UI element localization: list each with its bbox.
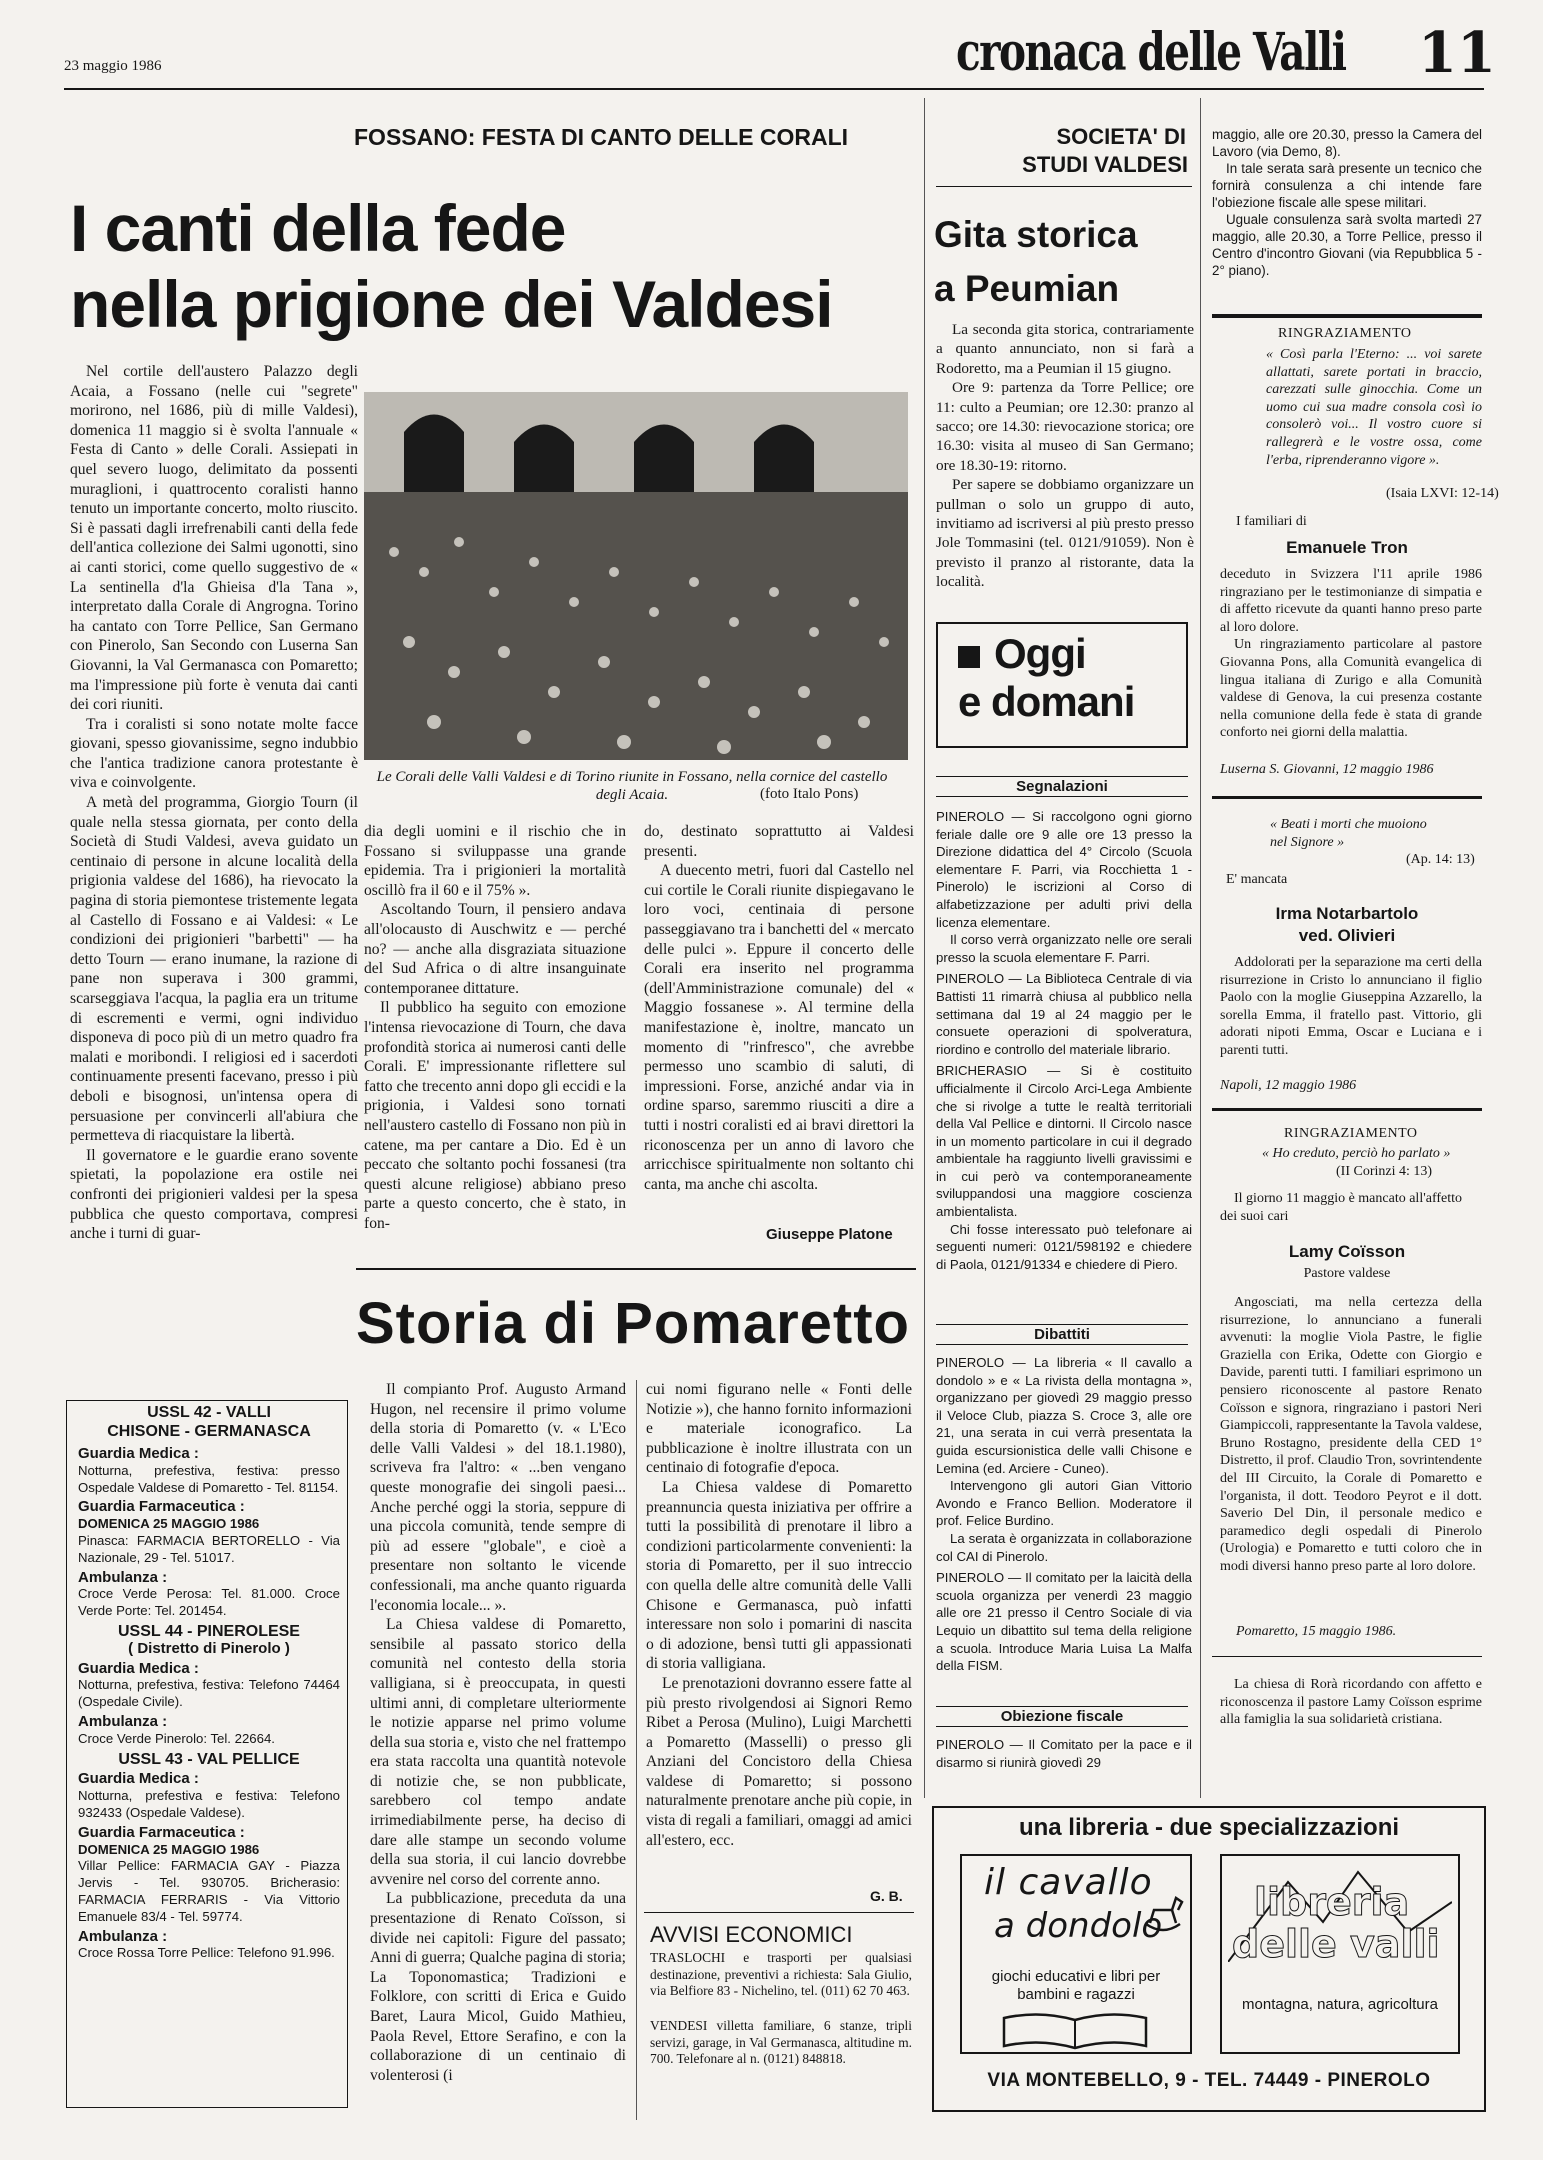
obituary-place-date: Pomaretto, 15 maggio 1986. — [1236, 1624, 1397, 1639]
gita-body — [936, 320, 1194, 592]
gita-paragraph: Per sapere se dobbiamo organizzare un pullman o solo un gruppo di auto, invitiamo ad iscriversi al più presto presso Jole Tommasini (tel. 0121/91059). Non è previsto il pranzo al ristorante, data la località. — [936, 476, 1194, 591]
obiezione-heading: Obiezione fiscale — [936, 1706, 1188, 1727]
mancata-text: E' mancata — [1226, 872, 1288, 887]
lead-paragraph: A duecento metri, fuori dal Castello nel cui cortile le Corali riunite dispiegavano le loro voci, centinaia di persone passeggiavano tra i banchetti del « mercato delle pulci ». Eppure il concerto delle Corali era inserito nel programma (dell'Amministrazione comunale) del « Maggio fossanese ». Al termine della manifestazione è, inoltre, mancato un momento di "rinfresco", che avrebbe permesso uno scambio di saluti, di impressioni. Forse, anziché andar via in ordine sparso, saremmo riusciti a dire a tutti i nostri coralisti ed ai bravi direttori la riconoscenza per un anno di lavoro che arricchisce spiritualmente non soltanto chi canta, ma anche chi ascolta. — [644, 862, 914, 1193]
deceased-name: Irma Notarbartolo — [1275, 904, 1419, 923]
ussl-label: Ambulanza : — [78, 1712, 168, 1730]
pomaretto-paragraph: La Chiesa valdese di Pomaretto preannuncia questa iniziativa per offrire a tutti la possibilità di prenotare il libro a condizioni particolarmente convenienti: la storia di Pomaretto, per il suo intreccio con quella delle altre comunità delle Valli Chisone e Germanasca, può infatti interessare non solo i pomarini di nascita o di adozione, bensì tutti gli appassionati di storia valligiana. — [646, 1478, 912, 1673]
obituary-text: Angosciati, ma nella certezza della risurrezione, lo annunciano a funerali avvenuti: la moglie Viola Pastre, le figlie Graziella con Erika, Odette con Giorgio e Davide, parenti tutti. I familiari esprimono un pensiero riconoscente al pastore Renato Coïsson e signora, ringraziano i pastori Neri Giampiccoli, rappresentante la Tavola valdese, Bruno Rostagno, presidente della CED 1° Distretto, il prof. Claudio Tron, sovrintendente del III Circuito, la Corale di Pomaretto e l'organista, il dott. Teodoro Peyrot e il dott. Saverio Del Din, il personale medico e paramedico degli ospedali di Pinerolo (Urologia) e Pomaretto e tutti coloro che in modi diversi hanno preso parte al loro dolore. — [1220, 1295, 1482, 1574]
square-icon — [958, 646, 980, 668]
lead-column-1 — [70, 362, 358, 1380]
cavallo-logo-text: il cavallo — [984, 1862, 1153, 1903]
dibattiti-heading: Dibattiti — [936, 1324, 1188, 1345]
column-divider — [924, 98, 925, 1798]
dibattito-item: PINEROLO — La libreria « Il cavallo a dondolo » e « La rivista della montagna », organizzano per giovedì 29 maggio presso il Veloce Club, piazza S. Croce 3, alle ore 21, una serata in cui verrà presentata la guida escursionistica delle valli Chisone e Lemina (ed. Arciere - Cuneo). — [936, 1355, 1192, 1476]
ussl-label: Ambulanza : — [78, 1927, 168, 1945]
avvisi-title: AVVISI ECONOMICI — [650, 1922, 853, 1947]
lead-headline-1: I canti della fede — [70, 191, 566, 265]
ussl-text: Notturna, prefestiva, festiva: presso Ospedale Valdese di Pomaretto - Tel. 81154. — [78, 1462, 340, 1495]
date-line: 23 maggio 1986 — [64, 58, 162, 74]
dibattito-item: La serata è organizzata in collaborazione col CAI di Pinerolo. — [936, 1530, 1192, 1564]
ussl-text: Notturna, prefestiva e festiva: Telefono 932433 (Ospedale Valdese). — [78, 1788, 340, 1820]
obituary-place-date: Napoli, 12 maggio 1986 — [1220, 1078, 1357, 1093]
pomaretto-column-2 — [646, 1380, 912, 1850]
gita-headline-1: Gita storica — [934, 214, 1138, 255]
pomaretto-paragraph: cui nomi figurano nelle « Fonti delle Notizie »), che hanno fornito informazioni e materiale iconografico. La pubblicazione è inoltre illustrata con un centinaio di fotografie d'epoca. — [646, 1381, 912, 1477]
lead-column-2 — [364, 822, 626, 1233]
dibattiti-text — [936, 1354, 1192, 1675]
lead-paragraph: do, destinato soprattutto ai Valdesi presenti. — [644, 823, 914, 860]
bible-reference: (II Corinzi 4: 13) — [1336, 1164, 1433, 1179]
familiari-text: I familiari di — [1236, 514, 1307, 529]
dibattito-item: Intervengono gli autori Gian Vittorio Avondo e Franco Bellion. Moderatore il prof. Felice Burdino. — [936, 1478, 1192, 1529]
lead-kicker: FOSSANO: FESTA DI CANTO DELLE CORALI — [354, 124, 849, 150]
ad-footer: VIA MONTEBELLO, 9 - TEL. 74449 - PINEROLO — [987, 2070, 1431, 2091]
ussl-text: Pinasca: FARMACIA BERTORELLO - Via Nazionale, 29 - Tel. 51017. — [78, 1532, 340, 1565]
obituary-text: La chiesa di Rorà ricordando con affetto e riconoscenza il pastore Lamy Coïsson esprime alla famiglia la sua solidarietà cristiana. — [1220, 1677, 1482, 1728]
segnalazione-item: BRICHERASIO — Si è costituito ufficialmente il Circolo Arci-Lega Ambiente che si rivolge a tutte le realtà territoriali della Val Pellice e dintorni. Il Circolo nasce in un momento particolare in cui il degrado ambientale ha raggiunto livelli gravissimi e in cui però va contemporaneamente sviluppandosi una maggiore coscienza ambientalista. — [936, 1063, 1192, 1220]
pomaretto-paragraph: Le prenotazioni dovranno essere fatte al più presto rivolgendosi ai Signori Remo Ribet a Perosa (Mulino), Luigi Marchetti a Pomaretto (Masselli) o presso gli Anziani del Concistoro della Chiesa valdese di Pomaretto; si possono naturalmente prenotare anche più copie, in vista di regali a familiari, omaggi ad amici all'estero, ecc. — [646, 1674, 912, 1849]
oggi-title-1: Oggi — [994, 630, 1086, 677]
ringraziamento-heading: RINGRAZIAMENTO — [1278, 326, 1412, 341]
right-rule — [1212, 314, 1482, 318]
lead-paragraph: Il governatore e le guardie erano sovente spietati, la popolazione era ostile nei confronti dei prigionieri valdesi per la spesa pubblica che questo comportava, compresi anche i turni di guar- — [70, 1146, 358, 1243]
gita-kicker-1: SOCIETA' DI — [1056, 124, 1186, 149]
ussl-text: Villar Pellice: FARMACIA GAY - Piazza Jervis - Tel. 930705. Bricherasio: FARMACIA FERRARIS - Via Vittorio Emanuele 83/4 - Tel. 59774. — [78, 1858, 340, 1924]
pomaretto-signature: G. B. — [870, 1888, 903, 1904]
deceased-name: Emanuele Tron — [1286, 538, 1408, 557]
photo-caption: Le Corali delle Valli Valdesi e di Torino riunite in Fossano, nella cornice del castello degli Acaia. — [376, 769, 888, 803]
pomaretto-paragraph: La Chiesa valdese di Pomaretto, sensibile al passato storico della comunità nel contesto della storia valligiana, si è preoccupata, in questi ultimi anni, di completare ulteriormente le notizie apparse nel primo volume della sua storia e, visto che nel frattempo era stata raccolta una quantità notevole di notizie che, se non pubblicate, sarebbero col tempo andate irrimediabilmente perse, ha deciso di dare alle stampe un secondo volume della sua storia, il cui lancio dovrebbe avvenire nel corso del corrente anno. — [370, 1616, 626, 1888]
lead-paragraph: Tra i coralisti si sono notate molte facce giovani, spesso giovanissime, segno indubbio che l'antica tradizione canora protestante è viva e coinvolgente. — [70, 715, 358, 792]
deceased-name: Lamy Coïsson — [1288, 1242, 1406, 1261]
dibattito-item: PINEROLO — Il comitato per la laicità della scuola organizza per venerdì 23 maggio alle ore 21 presso il Centro Sociale di via Lequio un dibattito sul tema della religione a scuola. Introduce Maria Luisa La Malfa della FISM. — [936, 1570, 1192, 1674]
ussl-label: Guardia Farmaceutica : — [78, 1498, 245, 1516]
cavallo-subtitle: giochi educativi e libri per bambini e ragazzi — [991, 1968, 1161, 2003]
ussl-content — [78, 1404, 340, 1962]
obiezione-text: PINEROLO — Il Comitato per la pace e il disarmo si riunirà giovedì 29 — [936, 1737, 1192, 1770]
ussl-43-heading: USSL 43 - VAL PELLICE — [118, 1750, 300, 1768]
pomaretto-paragraph: La pubblicazione, preceduta da una presentazione di Renato Coïsson, si divide nei capitoli: Figure del passato; Anni di guerra; Qualche pagina di storia; La Toponomastica; Tradizioni e Folklore, con scritti di Erica e Guido Baret, Laura Micol, Guido Mathieu, Paola Revel, Ettore Serafino, e con la collaborazione di un centinaio di volenterosi (i — [370, 1890, 626, 2084]
lead-headline-2: nella prigione dei Valdesi — [70, 267, 833, 341]
deceased-name: ved. Olivieri — [1298, 926, 1396, 945]
right-rule — [1212, 796, 1482, 799]
libreria-logo-text: delle valli — [1232, 1922, 1440, 1966]
segnalazione-item: Il corso verrà organizzato nelle ore serali presso la scuola elementare F. Parri. — [936, 932, 1192, 965]
masthead-rule — [64, 88, 1484, 90]
page-number: 11 — [1418, 20, 1496, 86]
ussl-label: Ambulanza : — [78, 1568, 168, 1586]
avvisi-ad-2: VENDESI villetta familiare, 6 stanze, tripli servizi, garage, in Val Germanasca, altitudine m. 700. Telefonare al n. (0121) 848818. — [650, 2018, 912, 2067]
ussl-44-subheading: ( Distretto di Pinerolo ) — [128, 1639, 290, 1657]
lead-paragraph: A metà del programma, Giorgio Tourn (il quale nella stessa giornata, per conto della Società di Studi Valdesi, aveva guidato un centinaio di persone in alcune località della prigionia valdese del 1686), ha rievocato la pagina di storia piemontese tristemente legata al Castello di Fossano e ai Valdesi: « Le condizioni dei prigionieri "barbetti" — ha detto Tourn — erano inumane, la razione di pane non superava i 300 grammi, scarseggiava l'acqua, la paglia era un tritume di escrementi e vermi, ogni individuo disponeva di poco più di un metro quadro fra malati e moribondi. I religiosi ed i sacerdoti continuamente presenti facevano, presso i più deboli e bisognosi, un'intensa opera di persuasione per convincerli all'abiura che permetteva di riacquistare la libertà. — [70, 794, 358, 1145]
ussl-label: Guardia Farmaceutica : — [78, 1823, 245, 1841]
bible-quote: « Ho creduto, perciò ho parlato » — [1262, 1146, 1451, 1161]
obituary-text: Addolorati per la separazione ma certi della risurrezione in Cristo lo annunciano il figlio Paolo con la moglie Giuseppina Azzarello, la sorella Emma, il fratello past. Vittorio, gli adorati nipoti Emma, Oscar e Luciana e i parenti tutti. — [1220, 955, 1482, 1058]
deceased-title: Pastore valdese — [1303, 1266, 1391, 1281]
pomaretto-top-rule — [356, 1268, 916, 1270]
lead-paragraph: dia degli uomini e il rischio che in Fossano si sviluppasse una grande epidemia. Tra i prigionieri la mortalità oscillò fra il 60 e il 75% ». — [364, 823, 626, 899]
obiezione-continued — [1212, 126, 1482, 279]
ussl-label: Guardia Medica : — [78, 1445, 199, 1462]
bible-reference: (Isaia LXVI: 12-14) — [1386, 486, 1499, 501]
open-book-icon — [1000, 2010, 1150, 2055]
bible-quote: « Beati i morti che muoiono nel Signore » — [1270, 817, 1427, 850]
ringraziamento-heading: RINGRAZIAMENTO — [1284, 1126, 1418, 1141]
right-text: Uguale consulenza sarà svolta martedì 27 maggio, alle 20.30, a Torre Pellice, presso il Centro d'incontro Giovani (via Repubblica 5 - 2° piano). — [1212, 212, 1482, 278]
column-divider — [636, 1380, 637, 2120]
obituary-place-date: Luserna S. Giovanni, 12 maggio 1986 — [1220, 762, 1434, 777]
rocking-horse-icon — [1140, 1890, 1186, 1941]
avvisi-top-rule — [644, 1912, 914, 1913]
gita-rule — [936, 186, 1192, 187]
segnalazioni-heading: Segnalazioni — [936, 776, 1188, 797]
ussl-text: DOMENICA 25 MAGGIO 1986 — [78, 1841, 260, 1857]
ussl-text: DOMENICA 25 MAGGIO 1986 — [78, 1516, 260, 1532]
lead-column-3 — [644, 822, 914, 1194]
lead-paragraph: Il pubblico ha seguito con emozione l'intensa rievocazione di Tourn, che dava profondità storica ai numerosi canti delle Corali. E' impressionante riflettere sul fatto che trecento anni dopo gli eccidi e la prigionia, i Valdesi sono tornati nell'austero castello di Fossano non più in catene, ma per cantare a Dio. Ed è un peccato che soltanto pochi fossanesi (tra questi alcune religiose) abbiano preso parte a questo concerto, che è stato, in fon- — [364, 999, 626, 1232]
gita-headline-2: a Peumian — [934, 268, 1120, 309]
ussl-label: Guardia Medica : — [78, 1659, 199, 1677]
pomaretto-headline: Storia di Pomaretto — [356, 1291, 910, 1356]
pomaretto-column-1 — [370, 1380, 626, 2085]
ussl-42-subheading: CHISONE - GERMANASCA — [107, 1423, 311, 1440]
libreria-subtitle: montagna, natura, agricoltura — [1242, 1996, 1438, 2013]
ussl-label: Guardia Medica : — [78, 1770, 199, 1788]
ussl-42-heading: USSL 42 - VALLI — [147, 1404, 271, 1421]
segnalazione-item: PINEROLO — Si raccolgono ogni giorno feriale dalle ore 9 alle ore 13 presso la Direzione didattica del 4° Circolo (Scuola elementare F. Parri, via Rocchietta 1 - Pinerolo) le iscrizioni al Corso di alfabetizzazione per adulti privi della licenza elementare. — [936, 809, 1192, 930]
bible-quote: « Così parla l'Eterno: ... voi sarete allattati, sarete portati in braccio, carezzati sulle ginocchia. Come un uomo cui sua madre consola così io consolerò voi... Il vostro cuore si rallegrerà e le vostre ossa, come l'erba, riprenderanno vigore ». — [1266, 347, 1482, 468]
choir-photo — [364, 392, 908, 760]
masthead-title: cronaca delle Valli — [956, 22, 1346, 83]
right-text: In tale serata sarà presente un tecnico che fornirà consulenza a chi intende fare l'obiezione fiscale alle spese militari. — [1212, 161, 1482, 210]
obituary-paragraph: Un ringraziamento particolare al pastore Giovanna Pons, alla Comunità evangelica di lingua italiana di Zurigo e alla Comunità valdese di Genova, la cui presenza costante nella comunione della fede è stata di grande conforto nei giorni della malattia. — [1220, 637, 1482, 741]
gita-kicker-2: STUDI VALDESI — [1022, 152, 1188, 177]
lead-paragraph: Nel cortile dell'austero Palazzo degli Acaia, a Fossano (nelle cui "segrete" morirono, nel 1686, più di mille Valdesi), domenica 11 maggio si è svolta l'annuale « Festa di Canto » delle Corali. Assiepati in quel severo luogo, delimitato da possenti muraglioni, i quattrocento coralisti hanno tenuto un importante concerto, molto riuscito. Si è passati dagli irrefrenabili canti della fede dell'antica collezione dei Salmi ugonotti, sino ai canti storici, come quello suggestivo de « La sentinella d'la Ghieisa d'la Tana », interpretato dalla Corale di Angrogna. Torino ha cantato con Torre Pellice, San Germano con Pinerolo, San Secondo con Luserna San Giovanni, la Val Germanasca con Pomaretto; ma l'impressione più forte è venuta dai canti dei cori riuniti. — [70, 363, 358, 714]
photo-credit: (foto Italo Pons) — [760, 786, 859, 802]
cavallo-logo-text: a dondolo — [994, 1906, 1163, 1946]
right-text: maggio, alle ore 20.30, presso la Camera del Lavoro (via Demo, 8). — [1212, 127, 1482, 159]
gita-paragraph: Ore 9: partenza da Torre Pellice; ore 11: culto a Peumian; ore 12.30: pranzo al sacco; ore 14.30: rievocazione storica; ore 16.30: visita al museo di San Germano; ore 18.30-19: ritorno. — [936, 379, 1194, 474]
avvisi-ad-1: TRASLOCHI e trasporti per qualsiasi destinazione, preventivi a richiesta: Sala Giulio, via Belfiore 83 - Nichelino, tel. (011) 62 70 463. — [650, 1950, 912, 1999]
column-divider — [1200, 98, 1201, 1798]
lead-byline: Giuseppe Platone — [766, 1226, 893, 1243]
ussl-text: Croce Verde Pinerolo: Tel. 22664. — [78, 1730, 275, 1746]
gita-paragraph: La seconda gita storica, contrariamente a quanto annunciato, non si farà a Rodoretto, ma a Peumian il 15 giugno. — [936, 321, 1194, 377]
ussl-text: Notturna, prefestiva, festiva: Telefono 74464 (Ospedale Civile). — [78, 1677, 340, 1710]
right-rule — [1212, 1108, 1482, 1111]
lead-paragraph: Ascoltando Tourn, il pensiero andava all'olocausto di Auschwitz e — perché no? — anche alla disgraziata situazione del Sud Africa o di altre insanguinate contemporanee dittature. — [364, 901, 626, 997]
libreria-logo-text: libreria — [1254, 1880, 1410, 1924]
segnalazioni-text — [936, 808, 1192, 1273]
obituary-paragraph: deceduto in Svizzera l'11 aprile 1986 ringraziano per le testimonianze di simpatia e di affetto ricevute da quanti hanno preso parte al loro dolore. — [1220, 567, 1482, 635]
segnalazione-item: PINEROLO — La Biblioteca Centrale di via Battisti 11 rimarrà chiusa al pubblico nella settimana dal 19 al 24 maggio per le consuete operazioni di spolveratura, riordino e controllo del materiale librario. — [936, 971, 1192, 1057]
right-rule — [1212, 1656, 1482, 1657]
obituary-text — [1220, 566, 1482, 742]
oggi-title-2: e domani — [958, 678, 1135, 725]
ussl-text: Croce Rossa Torre Pellice: Telefono 91.996. — [78, 1945, 335, 1961]
ussl-text: Croce Verde Perosa: Tel. 81.000. Croce Verde Porte: Tel. 201454. — [78, 1586, 340, 1619]
ussl-44-heading: USSL 44 - PINEROLESE — [118, 1622, 300, 1640]
bible-reference: (Ap. 14: 13) — [1406, 852, 1475, 867]
ad-title: una libreria - due specializzazioni — [1018, 1814, 1400, 1841]
obituary-text: Il giorno 11 maggio è mancato all'affetto dei suoi cari — [1220, 1191, 1463, 1224]
pomaretto-paragraph: Il compianto Prof. Augusto Armand Hugon, nel recensire il primo volume della storia di Pomaretto (v. « L'Eco delle Valli Valdesi » del 18.1.1980), scriveva fra l'altro: « ...ben vengano queste monografie dei singoli paesi... Anche perché oggi la storia, seppure di una piccola comunità, tende sempre di più ad essere "globale", e cioè a presentare non soltanto le vicende confessionali, ma anche quanto riguarda l'economia locale... ». — [370, 1381, 626, 1614]
segnalazione-item: Chi fosse interessato può telefonare ai seguenti numeri: 0121/598192 e chiedere di Paola, 0121/91334 e chiedere di Piero. — [936, 1221, 1192, 1272]
